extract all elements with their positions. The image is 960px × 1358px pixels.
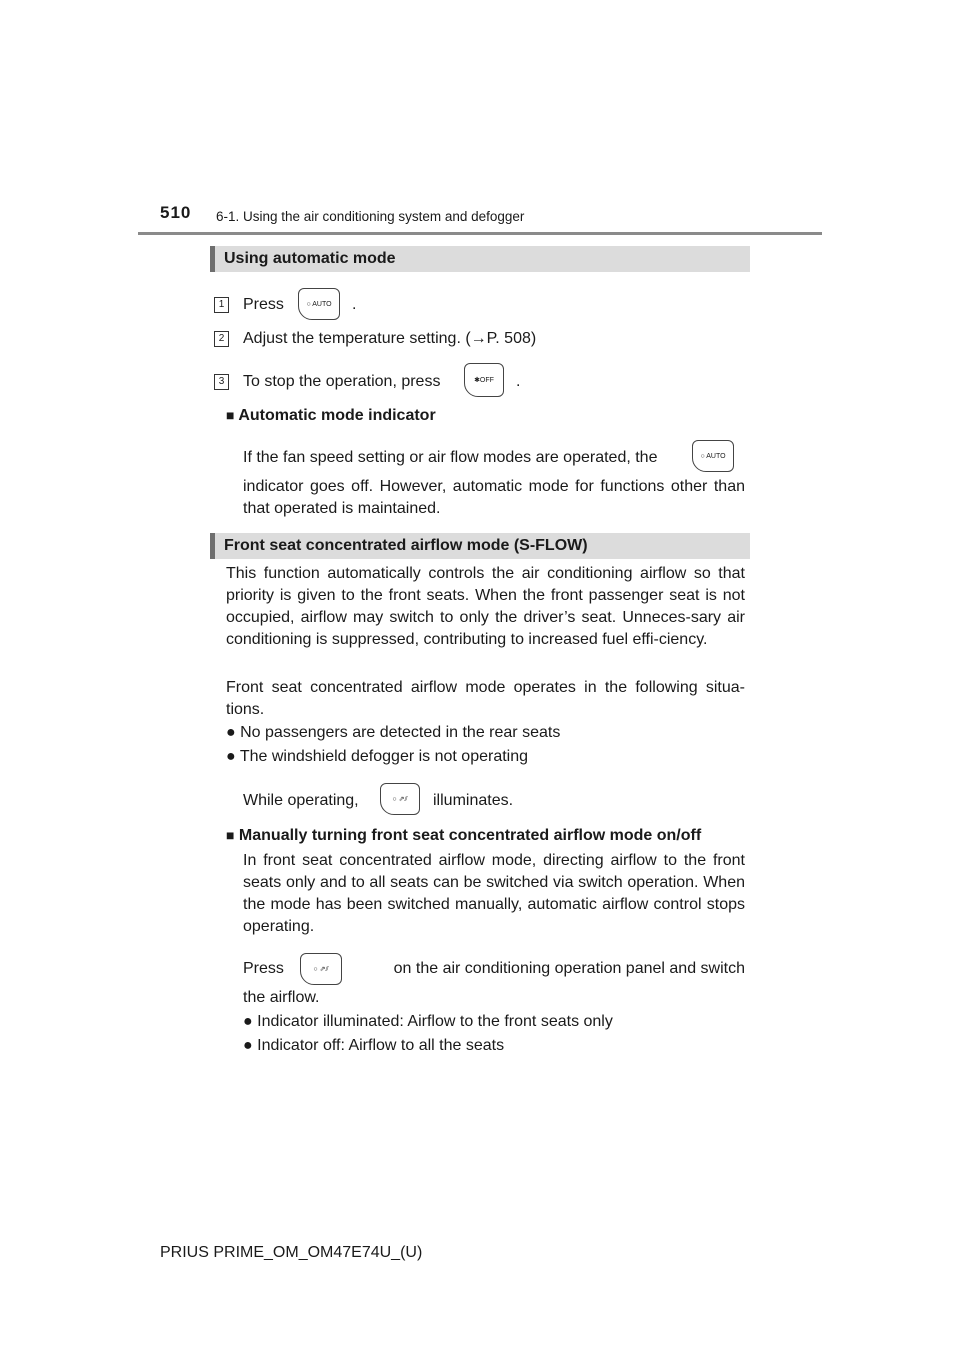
auto-button-icon: ○ AUTO (298, 288, 340, 320)
step-number-3: 3 (214, 374, 229, 390)
indicator-state-item: ● Indicator off: Airflow to all the seats (243, 1037, 505, 1054)
sflow-button-icon: ○ ⇗⫽ (380, 783, 420, 815)
illuminates-text: illuminates. (433, 792, 514, 809)
step-1-period: . (352, 296, 357, 313)
square-bullet-icon: ■ (226, 827, 235, 843)
auto-indicator-icon: ○ AUTO (692, 440, 734, 472)
indicator-state-item: ● Indicator illuminated: Airflow to the front seats only (243, 1013, 613, 1030)
section-heading-automatic-mode: Using automatic mode (210, 246, 750, 272)
step-1-text: Press (243, 296, 284, 313)
indicator-line-1: If the fan speed setting or air flow modes are operated, the (243, 449, 658, 466)
while-operating-text: While operating, (243, 792, 359, 809)
square-bullet-icon: ■ (226, 407, 235, 423)
press-continued-line: the airflow. (243, 989, 320, 1006)
step-2-text: Adjust the temperature setting. (→P. 508) (243, 330, 537, 347)
manual-body: In front seat concentrated airflow mode, directing airflow to the front seats only and to all seats can be switched via switch operation. When the mode has been switched manually, automatic airflow control stops operating. (243, 852, 745, 935)
situation-item: ● No passengers are detected in the rear seats (226, 724, 561, 741)
step-3-text: To stop the operation, press (243, 373, 441, 390)
chapter-title: 6-1. Using the air conditioning system and defogger (216, 209, 525, 224)
indicator-heading (226, 404, 436, 427)
bullet-icon: ● (243, 1013, 253, 1030)
bullet-icon: ● (226, 724, 236, 741)
off-button-icon: ✱OFF (464, 363, 504, 397)
sflow-intro: This function automatically controls the air conditioning airflow so that priority is given to the front seats. When the front passenger seat is not occupied, airflow may switch to only the driver’s seat. Unneces-sary air conditioning is suppressed, contributing to increased fuel effi-ciency. (226, 565, 745, 648)
bullet-icon: ● (226, 748, 236, 765)
footer-text: PRIUS PRIME_OM_OM47E74U_(U) (160, 1244, 423, 1261)
indicator-body: indicator goes off. However, automatic mode for functions other than that operated is maintained. (243, 478, 745, 517)
step-number-2: 2 (214, 331, 229, 347)
sflow-switch-icon: ○ ⇗⫽ (300, 953, 342, 985)
step-3-period: . (516, 373, 521, 390)
manual-heading (226, 824, 701, 847)
press-continued-text: on the air conditioning operation panel and switch (393, 960, 745, 977)
press-text: Press (243, 960, 284, 977)
sflow-situations-intro: Front seat concentrated airflow mode operates in the following situa-tions. (226, 679, 745, 718)
step-number-1: 1 (214, 297, 229, 313)
situation-item: ● The windshield defogger is not operating (226, 748, 529, 765)
section-heading-sflow: Front seat concentrated airflow mode (S-FLOW) (210, 533, 750, 559)
header-rule (138, 232, 822, 235)
indicator-heading-text: Automatic mode indicator (238, 407, 436, 424)
bullet-icon: ● (243, 1037, 253, 1054)
page-number: 510 (160, 203, 192, 222)
manual-heading-text: Manually turning front seat concentrated airflow mode on/off (238, 827, 702, 844)
